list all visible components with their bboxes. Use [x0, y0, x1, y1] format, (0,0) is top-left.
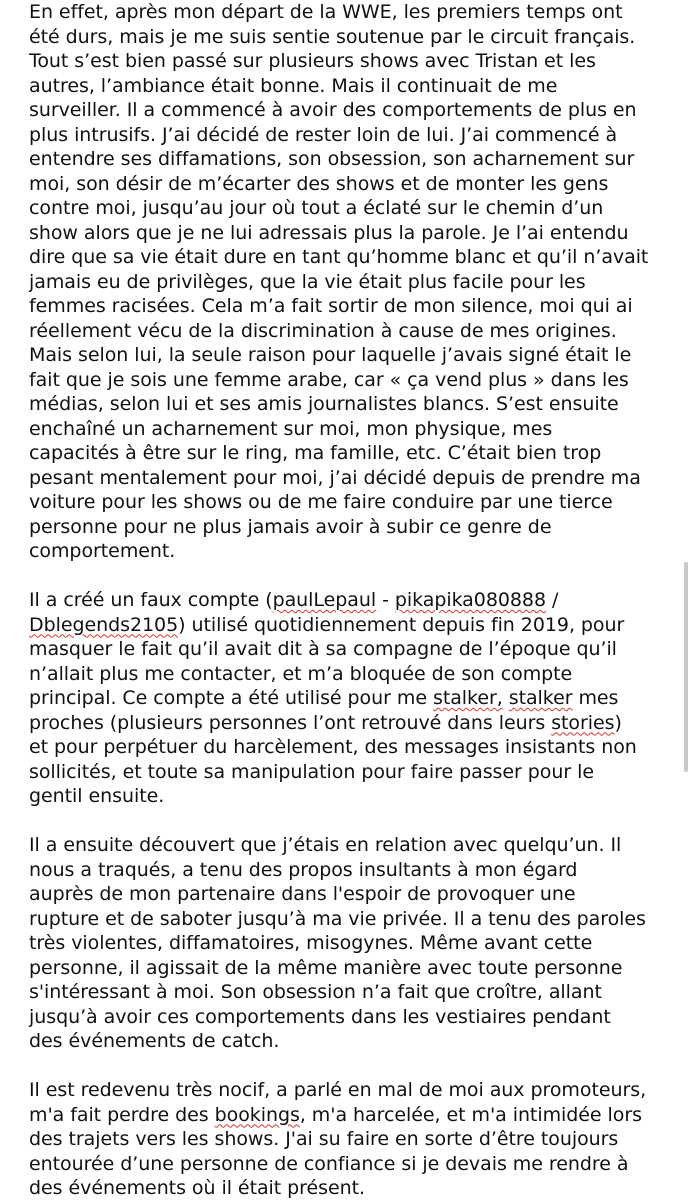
- text-segment: surveiller. Il a commencé à avoir des comportements de plus en: [29, 99, 637, 121]
- flagged-word: bookings: [214, 1103, 300, 1126]
- paragraph: [29, 1078, 679, 1201]
- text-segment: très violentes, diffamatoires, misogynes. Même avant cette: [29, 932, 593, 954]
- text-segment: principal. Ce compte a été utilisé pour me: [29, 687, 433, 709]
- text-segment: capacités à être sur le ring, ma famille, etc. C’était bien trop: [29, 442, 602, 464]
- text-line: [29, 123, 679, 148]
- text-line: [29, 711, 679, 736]
- text-line: [29, 294, 679, 319]
- text-segment: personne, il agissait de la même manière avec toute personne: [29, 956, 623, 979]
- text-line: [29, 1078, 679, 1103]
- text-line: [29, 1152, 679, 1177]
- text-segment: autres, l’ambiance était bonne. Mais il continuait de me: [29, 74, 558, 97]
- text-segment: pesant mentalement pour moi, j’ai décidé depuis de prendre ma: [29, 466, 641, 489]
- text-line: [29, 613, 679, 638]
- text-segment: moi, son désir de m’écarter des shows et de monter les gens: [29, 172, 609, 195]
- text-segment: des événements de catch.: [29, 1030, 280, 1052]
- text-segment: fait que je sois une femme arabe, car « ça vend plus » dans les: [29, 368, 629, 391]
- text-line: [29, 515, 679, 540]
- text-line: [29, 980, 679, 1005]
- text-segment: Il est redevenu très nocif, a parlé en mal de moi aux promoteurs,: [29, 1079, 647, 1101]
- text-line: [29, 196, 679, 221]
- text-line: [29, 1127, 679, 1152]
- text-segment: -: [376, 589, 395, 611]
- text-segment: s'intéressant à moi. Son obsession n’a fait que croître, allant: [29, 981, 602, 1003]
- text-segment: et pour perpétuer du harcèlement, des messages insistants non: [29, 736, 637, 758]
- flagged-word: stories: [551, 711, 615, 734]
- text-line: [29, 245, 679, 270]
- text-segment: plus intrusifs. J’ai décidé de rester loin de lui. J’ai commencé à: [29, 123, 618, 146]
- text-line: [29, 466, 679, 491]
- text-segment: entourée d’une personne de confiance si je devais me rendre à: [29, 1152, 629, 1175]
- text-line: [29, 882, 679, 907]
- text-line: [29, 270, 679, 295]
- text-segment: femmes racisées. Cela m’a fait sortir de mon silence, moi qui ai: [29, 295, 633, 317]
- text-line: [29, 147, 679, 172]
- text-line: [29, 49, 679, 74]
- text-line: [29, 441, 679, 466]
- text-segment: rupture et de saboter jusqu’à ma vie privée. Il a tenu des paroles: [29, 907, 646, 930]
- text-segment: jamais eu de privilèges, que la vie était plus facile pour les: [29, 270, 586, 293]
- text-segment: des trajets vers les shows. J'ai su faire en sorte d’être toujours: [29, 1128, 619, 1150]
- text-line: [29, 539, 679, 564]
- text-segment: comportement.: [29, 540, 176, 562]
- text-segment: réellement vécu de la discrimination à cause de mes origines.: [29, 319, 617, 342]
- text-line: [29, 221, 679, 246]
- text-line: [29, 1103, 679, 1128]
- paragraph: [29, 0, 679, 564]
- flagged-word: Dblegends2105: [29, 613, 179, 636]
- text-segment: jusqu’à avoir ces comportements dans les vestiaires pendant: [29, 1005, 611, 1028]
- text-line: [29, 368, 679, 393]
- text-segment: nous a traqués, a tenu des propos insultants à mon égard: [29, 858, 578, 881]
- text-segment: sollicités, et toute sa manipulation pour faire passer pour le: [29, 760, 594, 783]
- text-line: [29, 662, 679, 687]
- text-line: [29, 588, 679, 613]
- text-segment: entendre ses diffamations, son obsession, son acharnement sur: [29, 148, 635, 170]
- text-segment: mes: [572, 687, 619, 709]
- text-line: [29, 98, 679, 123]
- text-segment: des événements où il était présent.: [29, 1177, 366, 1199]
- flagged-word: stalker,: [432, 687, 503, 709]
- text-segment: Il a ensuite découvert que j’étais en relation avec quelqu’un. Il: [29, 834, 622, 856]
- text-segment: auprès de mon partenaire dans l'espoir de provoquer une: [29, 883, 576, 905]
- text-segment: En effet, après mon départ de la WWE, les premiers temps ont: [29, 1, 623, 23]
- text-segment: dire que sa vie était dure en tant qu’homme blanc et qu’il n’avait: [29, 246, 649, 268]
- text-segment: été durs, mais je me suis sentie soutenue par le circuit français.: [29, 25, 636, 48]
- text-segment: , m'a harcelée, et m'a intimidée lors: [299, 1103, 642, 1126]
- document-body: [29, 0, 679, 1201]
- paragraph-gap: [29, 1054, 679, 1079]
- text-line: [29, 931, 679, 956]
- text-segment: n’allait plus me contacter, et m’a bloquée de son compte: [29, 662, 573, 685]
- text-segment: Il a créé un faux compte (: [29, 589, 273, 611]
- flagged-word: pikapika080888: [394, 589, 547, 611]
- scrollbar[interactable]: [684, 562, 688, 772]
- text-line: [29, 784, 679, 809]
- text-segment: ) utilisé quotidiennement depuis fin 2019, pour: [178, 613, 625, 636]
- text-line: [29, 343, 679, 368]
- text-line: [29, 0, 679, 25]
- text-line: [29, 490, 679, 515]
- paragraph: [29, 833, 679, 1054]
- text-line: [29, 907, 679, 932]
- text-line: [29, 172, 679, 197]
- text-line: [29, 1029, 679, 1054]
- text-segment: ): [614, 711, 622, 734]
- text-segment: personne pour ne plus jamais avoir à subir ce genre de: [29, 515, 552, 538]
- text-line: [29, 956, 679, 981]
- text-line: [29, 760, 679, 785]
- text-segment: gentil ensuite.: [29, 785, 165, 807]
- text-segment: voiture pour les shows ou de me faire conduire par une tierce: [29, 491, 613, 513]
- text-segment: m'a fait perdre des: [29, 1103, 215, 1126]
- text-segment: Tout s’est bien passé sur plusieurs shows avec Tristan et les: [29, 50, 596, 72]
- text-line: [29, 637, 679, 662]
- text-line: [29, 25, 679, 50]
- text-line: [29, 858, 679, 883]
- text-segment: proches (plusieurs personnes l’ont retrouvé dans leurs: [29, 711, 552, 734]
- paragraph-gap: [29, 809, 679, 834]
- flagged-word: stalker: [508, 687, 573, 709]
- text-line: [29, 1005, 679, 1030]
- text-line: [29, 1176, 679, 1201]
- text-line: [29, 833, 679, 858]
- flagged-word: paulLepaul: [272, 589, 377, 611]
- text-line: [29, 686, 679, 711]
- text-segment: show alors que je ne lui adressais plus la parole. Je l’ai entendu: [29, 221, 629, 244]
- text-line: [29, 392, 679, 417]
- text-line: [29, 319, 679, 344]
- text-segment: contre moi, jusqu’au jour où tout a éclaté sur le chemin d’un: [29, 197, 604, 219]
- text-segment: /: [546, 589, 559, 611]
- text-segment: Mais selon lui, la seule raison pour laquelle j’avais signé était le: [29, 344, 632, 366]
- text-segment: médias, selon lui et ses amis journalistes blancs. S’est ensuite: [29, 393, 619, 415]
- text-line: [29, 735, 679, 760]
- paragraph-gap: [29, 564, 679, 589]
- text-line: [29, 74, 679, 99]
- text-segment: enchaîné un acharnement sur moi, mon physique, mes: [29, 417, 553, 440]
- text-line: [29, 417, 679, 442]
- text-segment: masquer le fait qu’il avait dit à sa compagne de l’époque qu’il: [29, 638, 617, 660]
- paragraph: [29, 588, 679, 809]
